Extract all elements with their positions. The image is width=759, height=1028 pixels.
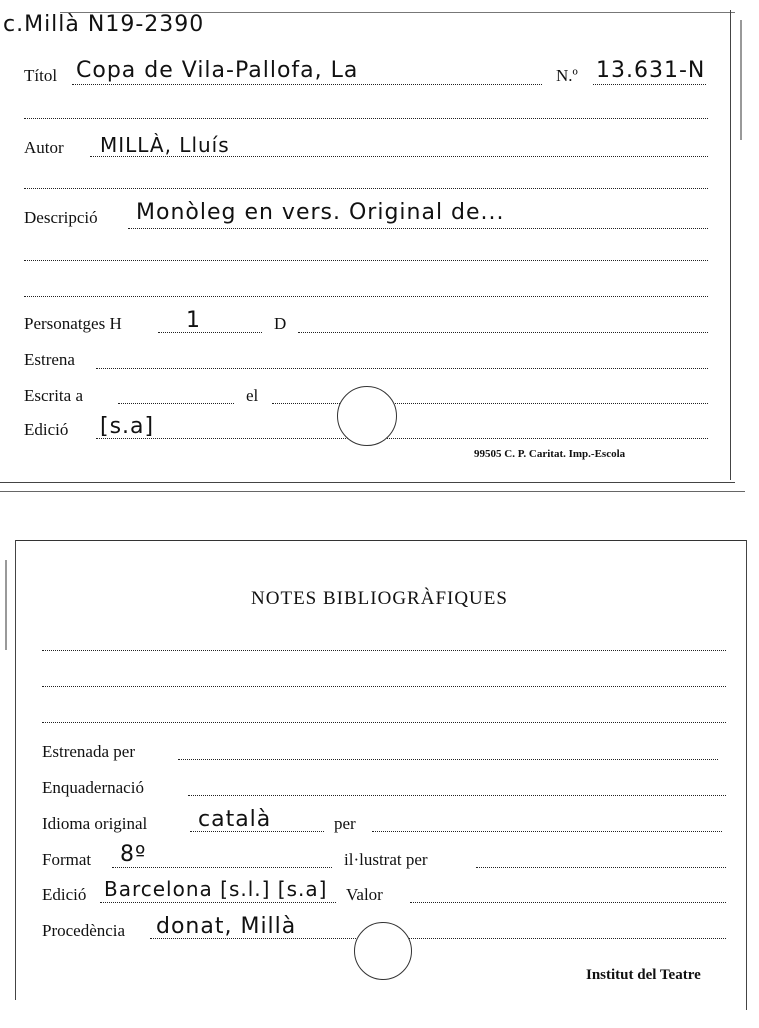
autor-value: MILLÀ, Lluís [100, 133, 230, 157]
blank-line [42, 650, 726, 651]
edicio-line [96, 438, 708, 439]
idioma-label: Idioma original [42, 814, 148, 833]
edicio2-line [100, 902, 336, 903]
estrenada-label: Estrenada per [42, 742, 135, 761]
blank-line [24, 260, 708, 261]
valor-line [410, 902, 726, 903]
catalog-card-back [0, 530, 759, 1028]
edicio2-label: Edició [42, 885, 87, 904]
el-label: el [246, 386, 259, 405]
estrena-line [96, 368, 708, 369]
el-line [272, 403, 708, 404]
personatges-d-line [298, 332, 708, 333]
enquadernacio-line [188, 795, 726, 796]
personatges-label: Personatges H [24, 314, 122, 333]
scan-speck [740, 20, 742, 140]
escrita-label: Escrita a [24, 386, 83, 405]
blank-line [24, 118, 708, 119]
blank-line [42, 722, 726, 723]
card-title: NOTES BIBLIOGRÀFIQUES [251, 588, 508, 609]
enquadernacio-label: Enquadernació [42, 778, 144, 797]
per-label: per [334, 814, 356, 833]
blank-line [24, 188, 708, 189]
catalog-card-front [0, 0, 759, 500]
idioma-value: català [198, 807, 272, 832]
personatges-h-value: 1 [186, 308, 201, 333]
format-label: Format [42, 850, 92, 869]
numero-label: N.º [556, 66, 578, 85]
blank-line [24, 296, 708, 297]
format-line [112, 867, 332, 868]
procedencia-line [150, 938, 726, 939]
descripcio-line [128, 228, 708, 229]
estrenada-line [178, 759, 718, 760]
format-value: 8º [120, 842, 147, 867]
titol-value: Copa de Vila-Pallofa, La [76, 58, 359, 83]
per-line [372, 831, 722, 832]
institution-name: Institut del Teatre [586, 967, 701, 983]
idioma-line [190, 831, 324, 832]
scan-speck [5, 560, 7, 650]
personatges-d-label: D [274, 314, 287, 333]
punch-hole [337, 386, 397, 446]
valor-label: Valor [346, 885, 383, 904]
illustrat-label: il·lustrat per [344, 850, 428, 869]
blank-line [42, 686, 726, 687]
card-border [730, 10, 731, 480]
edicio-label: Edició [24, 420, 69, 439]
titol-line [72, 84, 542, 85]
titol-label: Títol [24, 66, 58, 85]
personatges-h-line [158, 332, 262, 333]
procedencia-label: Procedència [42, 921, 126, 940]
card-border [746, 540, 747, 1010]
escrita-line [118, 403, 234, 404]
autor-line [90, 156, 708, 157]
printer-imprint: 99505 C. P. Caritat. Imp.-Escola [474, 448, 626, 460]
punch-hole [354, 922, 412, 980]
illustrat-line [476, 867, 726, 868]
edicio2-value: Barcelona [s.l.] [s.a] [104, 877, 328, 901]
card-border [60, 12, 735, 13]
corner-note: c.Millà N19-2390 [3, 12, 205, 37]
autor-label: Autor [24, 138, 64, 157]
descripcio-value: Monòleg en vers. Original de... [136, 200, 505, 225]
estrena-label: Estrena [24, 350, 75, 369]
procedencia-value: donat, Millà [156, 914, 297, 939]
card-border [0, 482, 735, 483]
numero-line [593, 84, 706, 85]
card-border [0, 491, 745, 492]
edicio-value: [s.a] [100, 414, 155, 439]
card-border [15, 540, 747, 541]
descripcio-label: Descripció [24, 208, 98, 227]
numero-value: 13.631-N [596, 58, 706, 83]
